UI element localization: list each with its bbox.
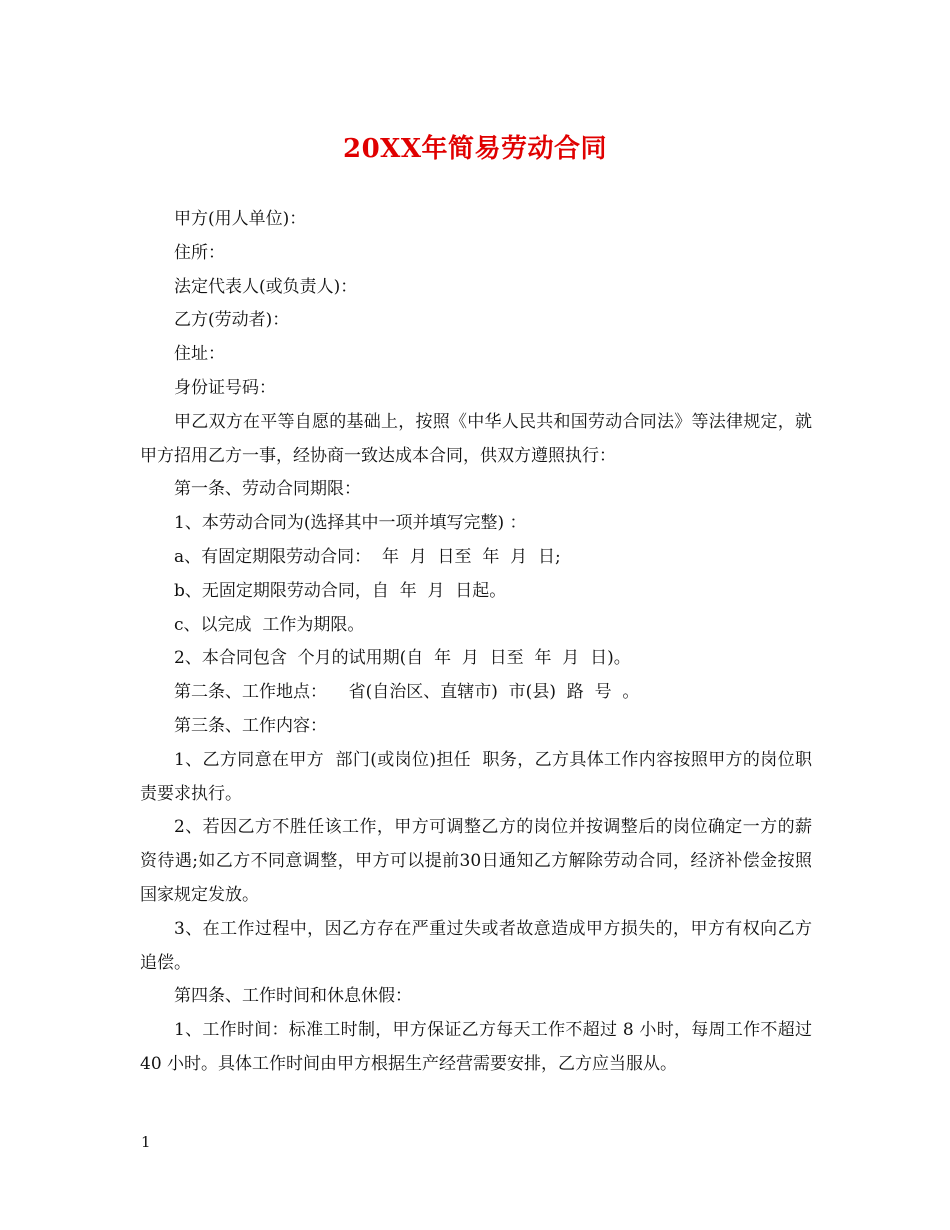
paragraph-preamble: 甲乙双方在平等自愿的基础上，按照《中华人民共和国劳动合同法》等法律规定，就甲方招用乙方一事，经协商一致达成本合同，供双方遵照执行：	[140, 411, 812, 466]
paragraph-legal-representative: 法定代表人(或负责人)：	[174, 276, 358, 297]
paragraph-article-1-heading: 第一条、劳动合同期限：	[174, 479, 361, 500]
paragraph-article-1-option-c: c、以完成 工作为期限。	[174, 614, 365, 635]
paragraph-article-2: 第二条、工作地点： 省(自治区、直辖市) 市(县) 路 号 。	[174, 682, 640, 703]
paragraph-party-a: 甲方(用人单位)：	[174, 209, 307, 229]
document-title: 20XX年简易劳动合同	[342, 134, 608, 164]
paragraph-article-3-item-3: 3、在工作过程中，因乙方存在严重过失或者故意造成甲方损失的，甲方有权向乙方追偿。	[140, 918, 812, 973]
paragraph-article-4-item-1: 1、工作时间：标准工时制，甲方保证乙方每天工作不超过 8 小时，每周工作不超过 40 小时。具体工作时间由甲方根据生产经营需要安排，乙方应当服从。	[140, 1020, 818, 1074]
page-number: 1	[141, 1133, 151, 1151]
paragraph-party-b: 乙方(劳动者)：	[174, 310, 290, 331]
paragraph-article-1-item-2: 2、本合同包含 个月的试用期(自 年 月 日至 年 月 日)。	[174, 648, 631, 669]
paragraph-article-1-item-1: 1、本劳动合同为(选择其中一项并填写完整) ：	[174, 513, 527, 534]
paragraph-id-number: 身份证号码：	[174, 377, 276, 398]
paragraph-article-3-item-2: 2、若因乙方不胜任该工作，甲方可调整乙方的岗位并按调整后的岗位确定一方的薪资待遇;如乙方不同意调整，甲方可以提前30日通知乙方解除劳动合同，经济补偿金按照国家规定发放。	[140, 817, 812, 905]
paragraph-article-3-item-1: 1、乙方同意在甲方 部门(或岗位)担任 职务，乙方具体工作内容按照甲方的岗位职责要求执行。	[140, 749, 812, 804]
paragraph-article-1-option-b: b、无固定期限劳动合同，自 年 月 日起。	[174, 580, 507, 601]
paragraph-article-1-option-a: a、有固定期限劳动合同： 年 月 日至 年 月 日;	[174, 546, 561, 567]
paragraph-party-b-address: 住址：	[174, 344, 225, 365]
contract-body	[140, 203, 818, 1082]
paragraph-article-4-heading: 第四条、工作时间和休息休假：	[174, 986, 412, 1007]
paragraph-article-3-heading: 第三条、工作内容：	[174, 715, 327, 736]
paragraph-party-a-address: 住所：	[174, 242, 225, 263]
